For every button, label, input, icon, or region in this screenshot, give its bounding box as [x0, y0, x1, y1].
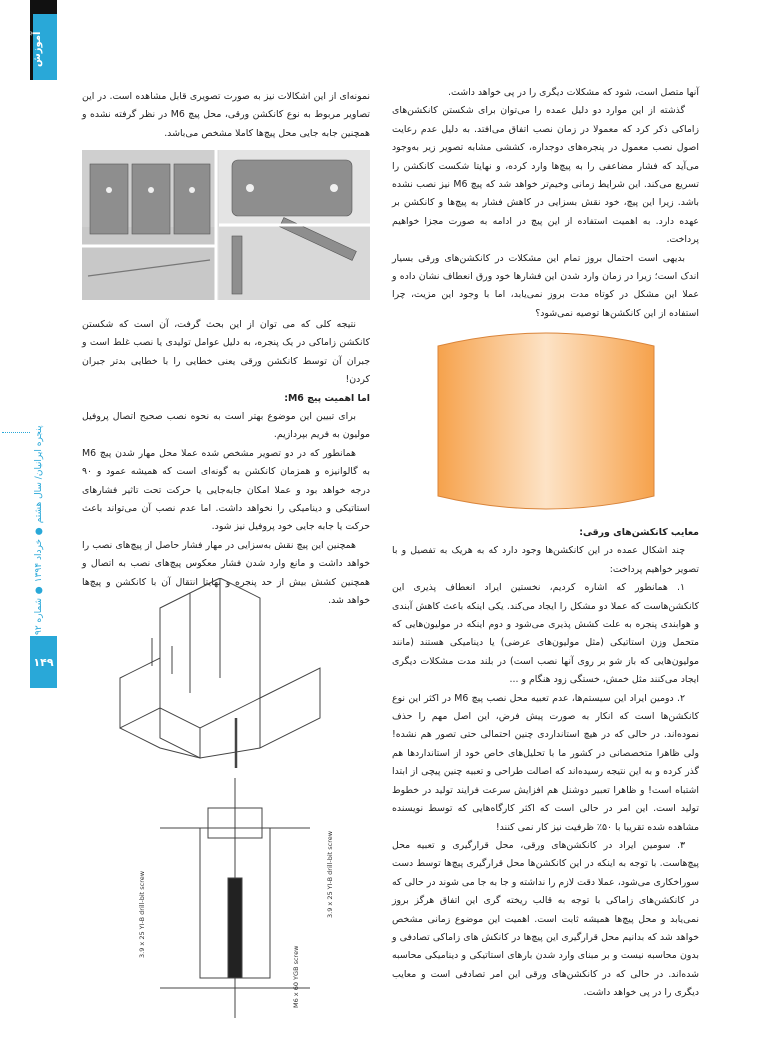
section-heading: معایب کانکشن‌های ورقی: [579, 527, 699, 538]
paragraph: همانطور که در دو تصویر مشخص شده عملا محل مهار شدن پیچ M6 به گالوانیزه و همزمان کانکشن به گونه‌ای است که همیشه عمود و ۹۰ درجه خواهد بود و عملا امکان جابه‌جایی یا حرکت تحت تاثیر فشارهای استاتیکی و دینامیکی را نخواهد داشت. اما عدم نصب آن می‌تواند باعث حرکت یا جابه جایی خود پروفیل نیز شود. [82, 447, 370, 533]
paragraph: برای تبیین این موضوع بهتر است به نحوه نصب صحیح اتصال پروفیل مولیون به فریم بپردازیم. [82, 411, 370, 441]
paragraph: همچنین این پیچ نقش به‌سزایی در مهار فشار حاصل از پیچ‌های نصب را خواهد داشت و مانع وارد شدن فشار معکوس پیچ‌های نصب به اتصال و همچنین کشش بیش از حد پنجره و نهایتا انتقال آن با کانکشن و پیچ‌ها خواهد شد. [82, 539, 370, 607]
paragraph: آنها متصل است، شود که مشکلات دیگری را در پی خواهد داشت. [448, 87, 699, 98]
paragraph: چند اشکال عمده در این کانکشن‌ها وجود دارد که به هریک به تفصیل و با تصویر خواهیم پرداخت: [392, 545, 699, 575]
paragraph: ۱. همانطور که اشاره کردیم، نخستین ایراد انعطاف پذیری این کانکشن‌هاست که عملا دو مشکل را ایجاد می‌کند. یکی اینکه باعث کاهش آبندی و هوابندی پنجره به علت کشش پذیری می‌شود و دوم اینکه در مولیون‌هایی که متحمل وزن استاتیکی (مثل مولیون‌های عرضی) یا دینامیکی هستند (مانند مولیون‌هایی که باز شو بر روی آنها نصب است) در بلند مدت مشکلات دیگری ایجاد می‌کنند مثل خمش، خستگی زود هنگام و ... [392, 582, 699, 686]
right-column-bottom [392, 524, 699, 1003]
section-tab-label: آموزش [32, 31, 43, 67]
left-column-top [82, 88, 370, 143]
right-column-top [392, 84, 699, 323]
tension-illustration [434, 322, 658, 520]
installation-drawing [100, 578, 340, 1038]
paragraph: ۲. دومین ایراد این سیستم‌ها، عدم تعبیه محل نصب پیچ M6 در اکثر این نوع کانکشن‌ها است که انکار به صورت پیش فرض، این اصل مهم را حذف نموده‌اند. در حالی که در هیچ استانداردی چنین احتمالی حتی تصور هم نشده! ولی ظاهرا متخصصانی در کشور ما با تحلیل‌های خاص خود از استانداردها هم گذر کرده و به این نتیجه رسیده‌اند که اصالت طراحی و تعبیه چنین پیچی از ابتدا اشتباه است! و ظاهرا تعبیر دوشنل هم افزایش سرعت فرایند تولید در خطوط تولید است. این امر در حالی است که اکثر کارگاه‌هایی که توسط نویسنده مشاهده شده تقریبا با ۵۰٪ ظرفیت نیز کار نمی کنند! [392, 692, 699, 833]
drawing-label-screw-left: 3.9 x 25 YI-B drill-bit screw [138, 870, 146, 958]
left-column-middle [82, 316, 370, 611]
side-footer: پنجره ایرانیان/ سال هشتم ● خرداد ۱۳۹۴ ● شماره ۹۲ [34, 425, 44, 635]
paragraph: ۳. سومین ایراد در کانکشن‌های ورقی، محل قرارگیری و تعبیه محل پیچ‌هاست. با توجه به اینکه در این کانکشن‌ها محل قرارگیری پیچ‌ها توسط دست سوراخکاری می‌شود، عملا دقت لازم را نداشته و جا به جا می شوند در حالی که در کانکشن‌های زاماکی با توجه به قالب ریخته گری این اتفاق هرگز بروز نمی‌یابد و محل پیچ‌ها همیشه ثابت است. اهمیت این موضوع زمانی مشخص خواهد شد که بدانیم محل قرارگیری این پیچ‌ها در کانکش های زاماکی تصادفی و بدون محاسبه نیست و بر مبنای وارد شدن بارهای استاتیکی و دینامیکی محاسبه شده‌اند. در حالی که در کانکشن‌های ورقی این امر تصادفی است و معایب دیگری را در پی خواهد داشت. [392, 839, 699, 999]
paragraph: نتیجه کلی که می توان از این بحث گرفت، آن است که شکستن کانکشن زاماکی در یک پنجره، به دلیل عوامل تولیدی یا نصب غلط است و جبران آن توسط کانکشن ورقی یعنی خطایی را با خطایی بدتر جبران کردن! [82, 319, 370, 386]
section-heading: اما اهمیت پیچ M6: [284, 392, 370, 404]
paragraph: گذشته از این موارد دو دلیل عمده را می‌توان برای شکستن کانکشن‌های زاماکی ذکر کرد که معمولا در زمان نصب اتفاق می‌افتد. به دلیل عدم رعایت اصول نصب معمول در پنجره‌های دوجداره، کششی مشابه تصویر زیر به‌وجود می‌آید که فشار مضاعفی را به پیچ‌ها وارد کرده، و نهایتا شکست کانکشن را تسریع می‌کند. این شرایط زمانی وخیم‌تر خواهد شد که پیچ M6 نیز نصب نشده باشد. زیرا این پیچ، خود نقش بسزایی در کاهش فشار به پیچ‌ها و کانکشن بر عهده دارد. به اهمیت استفاده از این پیچ در ادامه به صورت مجزا خواهیم پرداخت. [392, 105, 699, 246]
side-divider [2, 432, 30, 434]
page-number: ۱۴۹ [30, 636, 57, 688]
paragraph: بدیهی است احتمال بروز تمام این مشکلات در کانکشن‌های ورقی بسیار اندک است؛ زیرا در زمان وارد شدن این فشارها خود ورق انعطاف نشان داده و عملا این مشکل در کوتاه مدت بروز نمی‌یابد، اما با وجود این مزیت، چرا استفاده از این کانکشن‌ها توصیه نمی‌شود؟ [392, 252, 699, 319]
drawing-label-screw-right: 3.9 x 25 YI-B drill-bit screw [326, 830, 334, 918]
tab-top-band [30, 0, 57, 14]
drawing-label-bolt: M6 x 60 YGB screw [292, 945, 300, 1008]
connector-photos [82, 150, 370, 300]
paragraph: نمونه‌ای از این اشکالات نیز به صورت تصویری قابل مشاهده است. در این تصاویر مربوط به نوع کانکشن ورقی، محل پیچ M6 در نظر گرفته نشده و همچنین جابه جایی محل پیچ‌ها کاملا مشخص می‌باشد. [82, 91, 370, 139]
